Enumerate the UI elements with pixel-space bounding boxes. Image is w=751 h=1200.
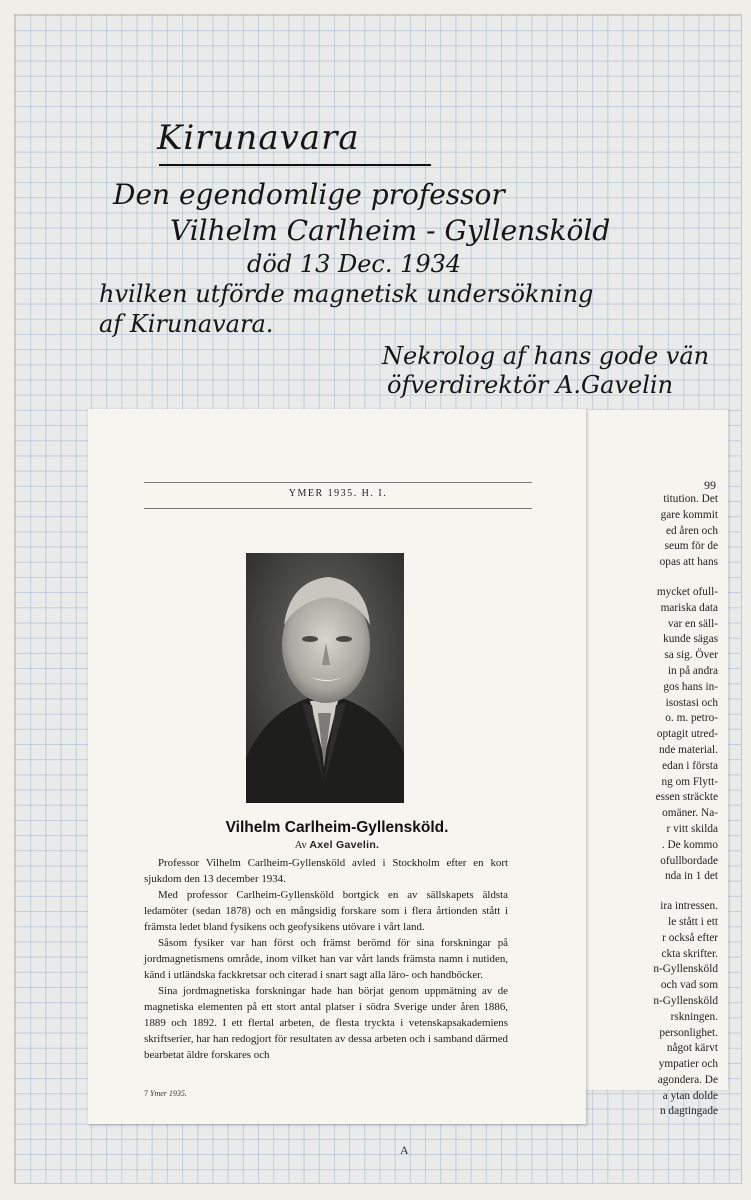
side-line: isostasi och — [665, 696, 718, 709]
title-underline — [159, 164, 431, 166]
side-line: opas att hans — [659, 556, 718, 569]
side-line: titution. Det — [663, 493, 718, 505]
side-line: och vad som — [660, 979, 718, 992]
side-line: kunde sägas — [663, 633, 718, 646]
side-line: mariska data — [660, 601, 718, 614]
side-line-gap — [586, 885, 718, 899]
side-line: gos hans in- — [663, 680, 718, 693]
side-line: n-Gyllensköld — [653, 963, 718, 976]
side-page-text — [586, 492, 718, 1120]
side-line: le stått i ett — [668, 915, 718, 928]
side-line: ckta skrifter. — [661, 947, 718, 960]
side-line: seum för de — [664, 540, 718, 553]
side-line: mycket ofull- — [656, 585, 718, 598]
side-page-clipping — [586, 410, 728, 1118]
page-footer — [144, 1089, 187, 1098]
side-line: ira intressen. — [660, 900, 718, 913]
footer-number: 7 — [144, 1089, 148, 1098]
side-line: a ytan dolde — [662, 1089, 718, 1102]
handwritten-line: hvilken utförde magnetisk undersökning — [99, 280, 594, 308]
side-line: omäner. Na- — [662, 807, 718, 820]
byline-author: Axel Gavelin. — [309, 839, 380, 851]
side-line: personlighet. — [659, 1026, 718, 1039]
byline-prefix: Av — [294, 840, 307, 851]
handwritten-line: öfverdirektör A.Gavelin — [387, 371, 674, 399]
handwritten-title: Kirunavara — [157, 118, 360, 158]
article-title: Vilhelm Carlheim-Gyllensköld. — [225, 819, 449, 836]
side-line: ng om Flytt- — [661, 775, 718, 788]
handwritten-line: af Kirunavara. — [99, 310, 274, 338]
running-head: YMER 1935. H. I. — [288, 488, 388, 499]
paragraph: Sina jordmagnetiska forskningar hade han börjat genom uppmätning av de magnetiska elementen på ett stort antal platser i södra Sverige under åren 1886, 1889 och 1892. I ett flertal arbeten, de flesta tryckta i vetenskapsakademiens skriftserier, har han redogjort för resultaten av dessa arbeten och i samband därmed bearbetat äldre forskares och — [144, 985, 508, 1061]
header-rule — [144, 482, 532, 483]
side-line: ympatier och — [658, 1058, 718, 1071]
side-line-gap — [586, 571, 718, 585]
side-line: n-Gyllensköld — [653, 994, 718, 1007]
side-line: n dagtingade — [659, 1105, 718, 1118]
side-line: gare kommit — [660, 508, 718, 521]
side-line: o. m. petro- — [665, 712, 718, 725]
handwritten-line: död 13 Dec. 1934 — [247, 250, 462, 278]
side-line: ofullbordade — [660, 854, 718, 867]
paragraph: Professor Vilhelm Carlheim-Gyllensköld avled i Stockholm efter en kort sjukdom den 13 december 1934. — [144, 857, 508, 885]
handwritten-line: Vilhelm Carlheim - Gyllensköld — [170, 214, 611, 247]
side-line: rskningen. — [670, 1010, 718, 1023]
side-line: . De kommo — [661, 838, 718, 851]
byline — [88, 839, 586, 851]
side-line: optagit utred- — [656, 728, 718, 741]
side-line: nde material. — [659, 743, 718, 756]
side-line: in på andra — [667, 664, 718, 677]
side-line: nda in 1 det — [664, 870, 718, 883]
side-line: något kärvt — [666, 1042, 718, 1055]
pencil-mark: A — [400, 1143, 409, 1157]
side-line: r vitt skilda — [666, 822, 718, 835]
handwritten-line: Nekrolog af hans gode vän — [382, 342, 710, 370]
side-line: agondera. De — [657, 1073, 718, 1086]
handwritten-line: Den egendomlige professor — [113, 178, 505, 211]
side-line: sa sig. Över — [664, 649, 718, 662]
side-line: edan i första — [662, 759, 718, 772]
article-clipping — [88, 409, 586, 1124]
article-body — [144, 855, 508, 1063]
side-line: essen sträckte — [655, 791, 718, 804]
portrait-photo — [246, 553, 404, 803]
paragraph: Med professor Carlheim-Gyllensköld bortgick en av sällskapets äldsta ledamöter (sedan 1878) och en mångsidig forskare som i flera årtionden stått i främsta ledet bland fysikens och geofysikens utövare i vårt land. — [144, 889, 508, 933]
paragraph: Såsom fysiker var han först och främst berömd för sina forskningar på jordmagnetismens område, inom vilket han var vårt lands främsta namn i nutiden, känd i utländska fackkretsar och citerad i snart sagt alla läro- och handböcker. — [144, 937, 508, 981]
side-line: r också efter — [662, 931, 718, 944]
footer-source: Ymer 1935. — [150, 1089, 187, 1098]
header-rule — [144, 508, 532, 509]
page-number: 99 — [704, 478, 716, 492]
side-line: ed åren och — [665, 524, 718, 537]
side-line: var en säll- — [667, 617, 718, 630]
